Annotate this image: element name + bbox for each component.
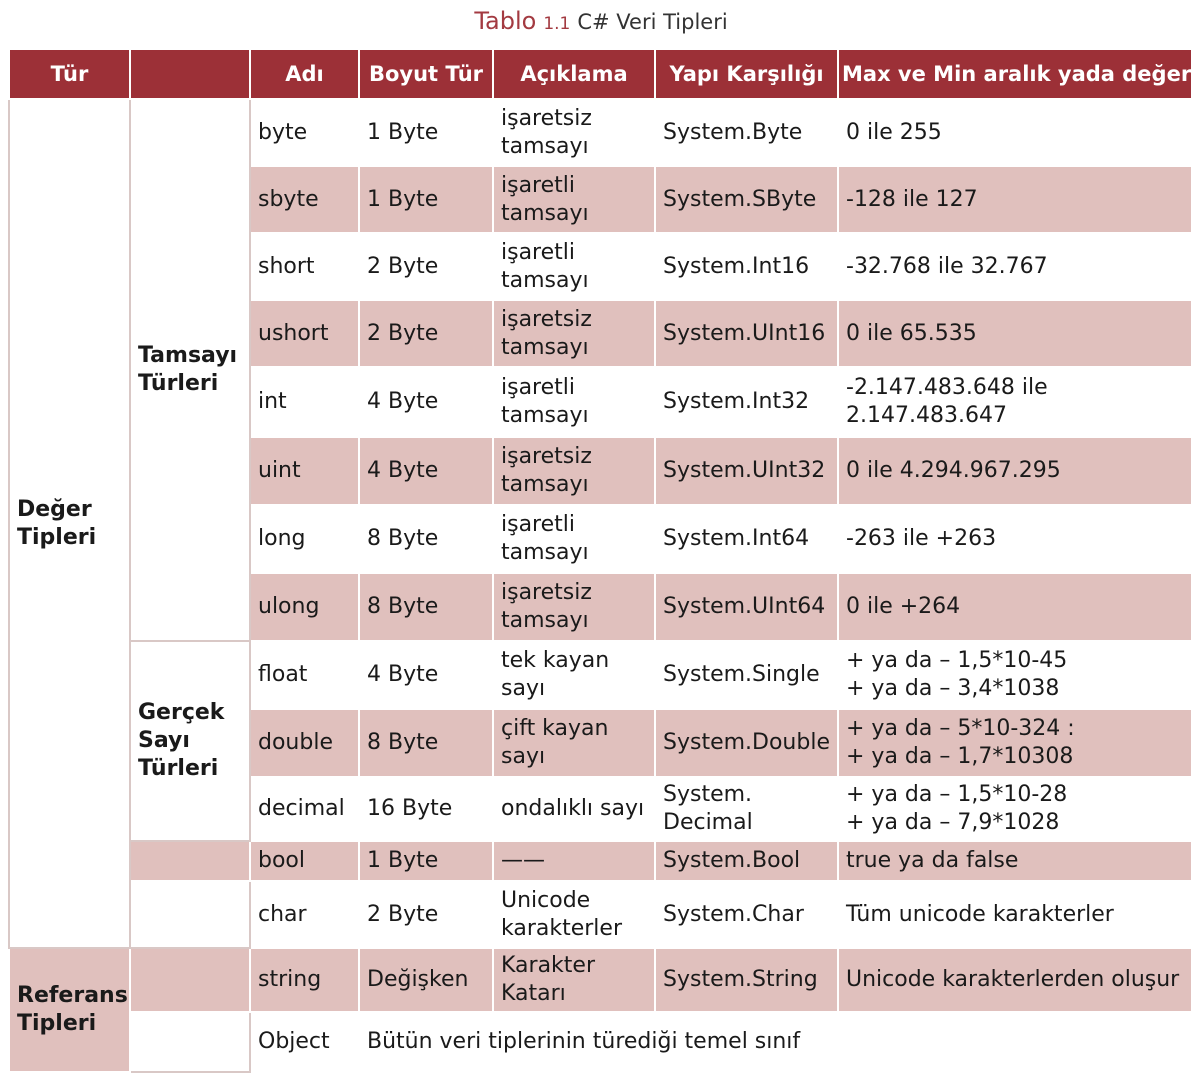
type-range: + ya da – 1,5*10-45 + ya da – 3,4*1038 [838,641,1192,709]
type-name: decimal [250,777,359,841]
type-size: 8 Byte [359,709,493,777]
type-desc: işaretli tamsayı [493,233,655,300]
type-desc: Karakter Katarı [493,948,655,1012]
type-struct: System.Double [655,709,838,777]
type-name: string [250,948,359,1012]
type-struct: System.UInt32 [655,437,838,505]
type-struct: System.UInt16 [655,300,838,367]
type-struct: System. Decimal [655,777,838,841]
subgroup-gercek-sayi-turleri: Gerçek Sayı Türleri [130,641,250,841]
header-aciklama: Açıklama [493,49,655,99]
type-size: 1 Byte [359,166,493,233]
type-size: 8 Byte [359,505,493,573]
type-desc: işaretli tamsayı [493,166,655,233]
header-yapi: Yapı Karşılığı [655,49,838,99]
type-struct: System.SByte [655,166,838,233]
caption-title: C# Veri Tipleri [577,10,728,34]
type-range: -263 ile +263 [838,505,1192,573]
caption-number: 1.1 [543,14,571,34]
type-struct: System.Int64 [655,505,838,573]
type-struct: System.Byte [655,99,838,166]
type-range: Unicode karakterlerden oluşur [838,948,1192,1012]
table-row [9,1012,1192,1072]
type-size: 2 Byte [359,300,493,367]
type-size: Değişken [359,948,493,1012]
type-desc: işaretsiz tamsayı [493,300,655,367]
table-caption [0,6,1202,39]
type-size: 4 Byte [359,641,493,709]
category-referans-tipleri: Referans Tipleri [9,948,130,1072]
header-boyut: Boyut Tür [359,49,493,99]
type-size: 4 Byte [359,437,493,505]
table-row [9,948,1192,1012]
type-desc: Unicode karakterler [493,881,655,948]
type-struct: System.String [655,948,838,1012]
type-name: sbyte [250,166,359,233]
type-desc: işaretli tamsayı [493,505,655,573]
header-range: Max ve Min aralık yada değeri [838,49,1192,99]
type-desc: tek kayan sayı [493,641,655,709]
type-range: 0 ile 255 [838,99,1192,166]
type-desc: çift kayan sayı [493,709,655,777]
subgroup-empty [130,948,250,1012]
header-row [9,49,1192,99]
type-desc: —— [493,841,655,881]
type-struct: System.Single [655,641,838,709]
type-size: 1 Byte [359,841,493,881]
type-struct: System.Int32 [655,367,838,437]
type-name: int [250,367,359,437]
subgroup-tamsayi-turleri: Tamsayı Türleri [130,99,250,641]
type-desc: işaretli tamsayı [493,367,655,437]
header-tur: Tür [9,49,130,99]
type-range: Tüm unicode karakterler [838,881,1192,948]
type-desc: işaretsiz tamsayı [493,573,655,641]
subgroup-empty [130,1012,250,1072]
table-row [9,99,1192,166]
type-name: double [250,709,359,777]
type-range: -32.768 ile 32.767 [838,233,1192,300]
category-deger-tipleri: Değer Tipleri [9,99,130,948]
caption-label: Tablo [474,7,537,35]
type-range: + ya da – 1,5*10-28 + ya da – 7,9*1028 [838,777,1192,841]
object-note: Bütün veri tiplerinin türediği temel sınıf [359,1012,1192,1072]
type-name: uint [250,437,359,505]
type-name: ushort [250,300,359,367]
type-name: short [250,233,359,300]
type-size: 8 Byte [359,573,493,641]
header-adi: Adı [250,49,359,99]
type-range: true ya da false [838,841,1192,881]
table-row [9,641,1192,709]
type-name: Object [250,1012,359,1072]
type-struct: System.Bool [655,841,838,881]
type-size: 16 Byte [359,777,493,841]
type-desc: işaretsiz tamsayı [493,99,655,166]
subgroup-empty [130,841,250,881]
type-name: ulong [250,573,359,641]
type-range: + ya da – 5*10-324 : + ya da – 1,7*10308 [838,709,1192,777]
type-desc: işaretsiz tamsayı [493,437,655,505]
type-name: float [250,641,359,709]
type-range: -128 ile 127 [838,166,1192,233]
type-range: 0 ile 65.535 [838,300,1192,367]
type-size: 2 Byte [359,881,493,948]
table-row [9,881,1192,948]
type-struct: System.UInt64 [655,573,838,641]
type-struct: System.Char [655,881,838,948]
subgroup-empty [130,881,250,948]
header-group [130,49,250,99]
type-struct: System.Int16 [655,233,838,300]
type-range: -2.147.483.648 ile 2.147.483.647 [838,367,1192,437]
type-range: 0 ile +264 [838,573,1192,641]
type-size: 4 Byte [359,367,493,437]
type-name: char [250,881,359,948]
type-range: 0 ile 4.294.967.295 [838,437,1192,505]
type-size: 1 Byte [359,99,493,166]
data-types-table [8,48,1199,1073]
type-desc: ondalıklı sayı [493,777,655,841]
type-name: byte [250,99,359,166]
table-row [9,841,1192,881]
type-size: 2 Byte [359,233,493,300]
type-name: bool [250,841,359,881]
type-name: long [250,505,359,573]
